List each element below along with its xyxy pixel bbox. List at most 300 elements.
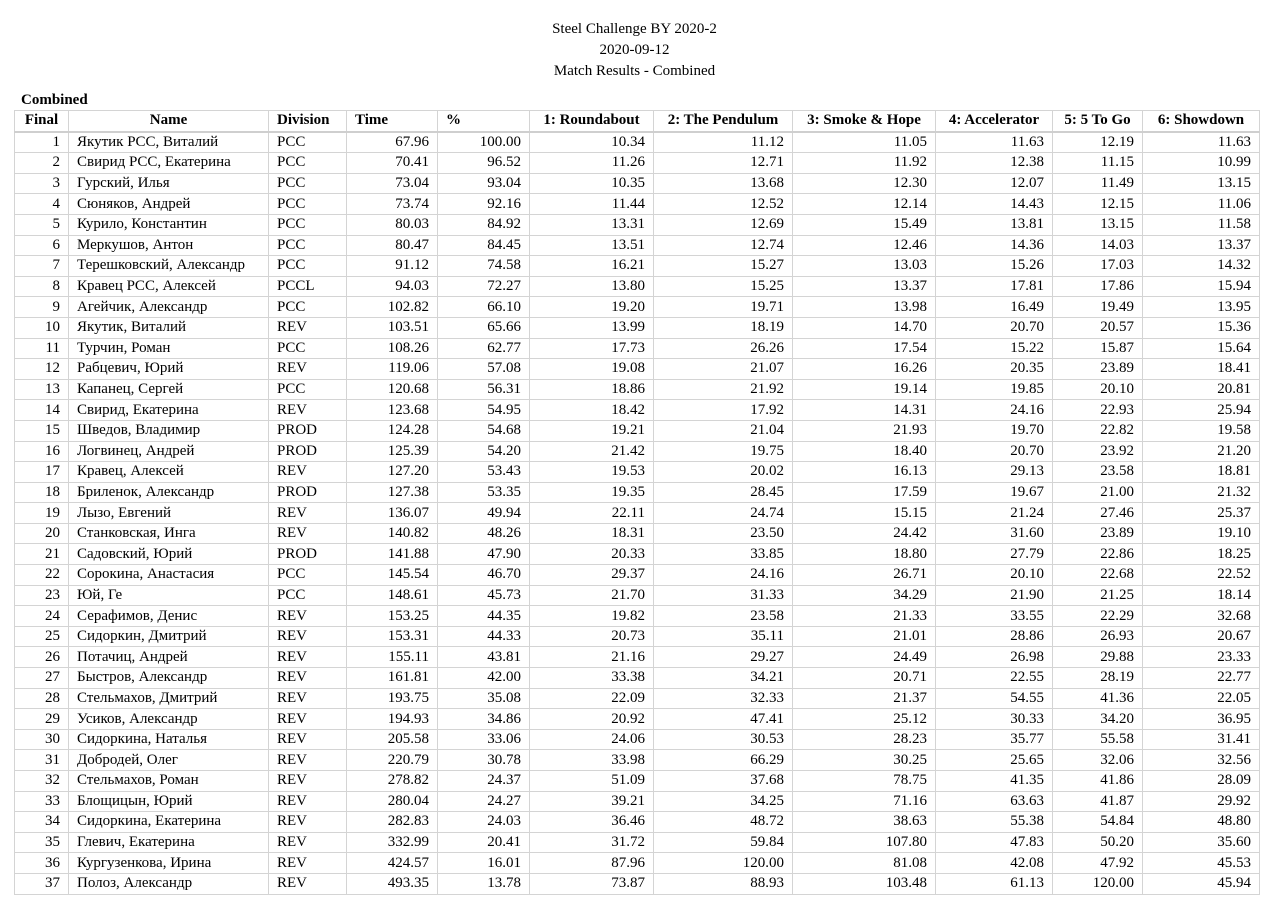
- table-row: [15, 420, 1260, 441]
- stage-3-cell: 24.49: [793, 647, 936, 668]
- stage-1-cell: 29.37: [530, 565, 654, 586]
- percent-cell: 46.70: [438, 565, 530, 586]
- stage-4-cell: 24.16: [936, 400, 1053, 421]
- time-cell: 108.26: [347, 338, 438, 359]
- time-cell: 161.81: [347, 668, 438, 689]
- stage-5-cell: 23.92: [1053, 441, 1143, 462]
- stage-5-cell: 21.00: [1053, 482, 1143, 503]
- name-cell: Полоз, Александр: [69, 873, 269, 894]
- percent-cell: 16.01: [438, 853, 530, 874]
- column-header-percent[interactable]: %: [438, 111, 530, 132]
- name-cell: Терешковский, Александр: [69, 256, 269, 277]
- stage-6-cell: 18.25: [1143, 544, 1260, 565]
- time-cell: 73.74: [347, 194, 438, 215]
- stage-2-cell: 23.50: [654, 523, 793, 544]
- table-row: [15, 462, 1260, 483]
- stage-6-cell: 18.41: [1143, 359, 1260, 380]
- column-header-stage-1[interactable]: 1: Roundabout: [530, 111, 654, 132]
- division-cell: PCC: [269, 338, 347, 359]
- stage-6-cell: 11.06: [1143, 194, 1260, 215]
- stage-1-cell: 19.08: [530, 359, 654, 380]
- name-cell: Свирид PCC, Екатерина: [69, 153, 269, 174]
- stage-3-cell: 19.14: [793, 379, 936, 400]
- stage-2-cell: 88.93: [654, 873, 793, 894]
- stage-6-cell: 11.63: [1143, 132, 1260, 153]
- match-date: 2020-09-12: [599, 42, 670, 58]
- stage-3-cell: 28.23: [793, 729, 936, 750]
- stage-6-cell: 21.32: [1143, 482, 1260, 503]
- stage-6-cell: 22.77: [1143, 668, 1260, 689]
- percent-cell: 44.35: [438, 606, 530, 627]
- stage-3-cell: 18.80: [793, 544, 936, 565]
- stage-5-cell: 32.06: [1053, 750, 1143, 771]
- stage-3-cell: 12.30: [793, 173, 936, 194]
- stage-1-cell: 22.09: [530, 688, 654, 709]
- stage-1-cell: 10.34: [530, 132, 654, 153]
- stage-2-cell: 19.71: [654, 297, 793, 318]
- percent-cell: 96.52: [438, 153, 530, 174]
- stage-2-cell: 29.27: [654, 647, 793, 668]
- column-header-stage-6[interactable]: 6: Showdown: [1143, 111, 1260, 132]
- stage-5-cell: 22.29: [1053, 606, 1143, 627]
- stage-3-cell: 34.29: [793, 585, 936, 606]
- final-place-cell: 16: [15, 441, 69, 462]
- final-place-cell: 25: [15, 626, 69, 647]
- stage-1-cell: 19.21: [530, 420, 654, 441]
- table-row: [15, 482, 1260, 503]
- stage-4-cell: 29.13: [936, 462, 1053, 483]
- stage-1-cell: 21.42: [530, 441, 654, 462]
- stage-4-cell: 54.55: [936, 688, 1053, 709]
- time-cell: 67.96: [347, 132, 438, 153]
- division-cell: PROD: [269, 482, 347, 503]
- stage-3-cell: 107.80: [793, 832, 936, 853]
- division-cell: PCC: [269, 153, 347, 174]
- stage-1-cell: 20.33: [530, 544, 654, 565]
- stage-5-cell: 17.03: [1053, 256, 1143, 277]
- stage-1-cell: 13.80: [530, 276, 654, 297]
- stage-5-cell: 41.86: [1053, 771, 1143, 792]
- stage-6-cell: 45.53: [1143, 853, 1260, 874]
- stage-2-cell: 35.11: [654, 626, 793, 647]
- column-header-name[interactable]: Name: [69, 111, 269, 132]
- time-cell: 205.58: [347, 729, 438, 750]
- time-cell: 153.31: [347, 626, 438, 647]
- stage-6-cell: 32.56: [1143, 750, 1260, 771]
- stage-6-cell: 35.60: [1143, 832, 1260, 853]
- stage-6-cell: 32.68: [1143, 606, 1260, 627]
- stage-3-cell: 21.37: [793, 688, 936, 709]
- division-cell: REV: [269, 750, 347, 771]
- stage-6-cell: 11.58: [1143, 214, 1260, 235]
- stage-4-cell: 31.60: [936, 523, 1053, 544]
- stage-3-cell: 25.12: [793, 709, 936, 730]
- stage-5-cell: 23.58: [1053, 462, 1143, 483]
- stage-6-cell: 20.67: [1143, 626, 1260, 647]
- stage-4-cell: 25.65: [936, 750, 1053, 771]
- stage-3-cell: 11.05: [793, 132, 936, 153]
- header-row: [15, 111, 1260, 132]
- stage-3-cell: 11.92: [793, 153, 936, 174]
- stage-4-cell: 15.26: [936, 256, 1053, 277]
- stage-4-cell: 21.90: [936, 585, 1053, 606]
- stage-4-cell: 63.63: [936, 791, 1053, 812]
- stage-2-cell: 15.25: [654, 276, 793, 297]
- results-table: [14, 110, 1260, 895]
- stage-1-cell: 18.42: [530, 400, 654, 421]
- name-cell: Агейчик, Александр: [69, 297, 269, 318]
- time-cell: 220.79: [347, 750, 438, 771]
- stage-1-cell: 21.16: [530, 647, 654, 668]
- final-place-cell: 23: [15, 585, 69, 606]
- stage-4-cell: 41.35: [936, 771, 1053, 792]
- name-cell: Блощицын, Юрий: [69, 791, 269, 812]
- time-cell: 153.25: [347, 606, 438, 627]
- division-cell: PCC: [269, 565, 347, 586]
- name-cell: Сидоркин, Дмитрий: [69, 626, 269, 647]
- stage-3-cell: 17.54: [793, 338, 936, 359]
- percent-cell: 93.04: [438, 173, 530, 194]
- name-cell: Логвинец, Андрей: [69, 441, 269, 462]
- name-cell: Меркушов, Антон: [69, 235, 269, 256]
- stage-3-cell: 81.08: [793, 853, 936, 874]
- time-cell: 136.07: [347, 503, 438, 524]
- time-cell: 145.54: [347, 565, 438, 586]
- division-cell: PROD: [269, 420, 347, 441]
- division-cell: REV: [269, 791, 347, 812]
- stage-5-cell: 15.87: [1053, 338, 1143, 359]
- final-place-cell: 32: [15, 771, 69, 792]
- stage-4-cell: 20.70: [936, 441, 1053, 462]
- name-cell: Быстров, Александр: [69, 668, 269, 689]
- percent-cell: 35.08: [438, 688, 530, 709]
- stage-4-cell: 30.33: [936, 709, 1053, 730]
- percent-cell: 34.86: [438, 709, 530, 730]
- final-place-cell: 1: [15, 132, 69, 153]
- stage-6-cell: 20.81: [1143, 379, 1260, 400]
- final-place-cell: 8: [15, 276, 69, 297]
- division-cell: PROD: [269, 544, 347, 565]
- time-cell: 155.11: [347, 647, 438, 668]
- stage-2-cell: 34.21: [654, 668, 793, 689]
- final-place-cell: 31: [15, 750, 69, 771]
- percent-cell: 20.41: [438, 832, 530, 853]
- table-row: [15, 544, 1260, 565]
- stage-6-cell: 48.80: [1143, 812, 1260, 833]
- stage-4-cell: 26.98: [936, 647, 1053, 668]
- time-cell: 103.51: [347, 317, 438, 338]
- stage-5-cell: 29.88: [1053, 647, 1143, 668]
- column-header-time[interactable]: Time: [347, 111, 438, 132]
- stage-2-cell: 37.68: [654, 771, 793, 792]
- time-cell: 80.03: [347, 214, 438, 235]
- time-cell: 493.35: [347, 873, 438, 894]
- stage-4-cell: 20.35: [936, 359, 1053, 380]
- table-row: [15, 729, 1260, 750]
- name-cell: Усиков, Александр: [69, 709, 269, 730]
- stage-3-cell: 38.63: [793, 812, 936, 833]
- match-title: Steel Challenge BY 2020-2: [552, 21, 717, 37]
- stage-6-cell: 10.99: [1143, 153, 1260, 174]
- stage-4-cell: 14.36: [936, 235, 1053, 256]
- division-cell: PCC: [269, 256, 347, 277]
- stage-5-cell: 55.58: [1053, 729, 1143, 750]
- time-cell: 194.93: [347, 709, 438, 730]
- final-place-cell: 11: [15, 338, 69, 359]
- stage-1-cell: 19.20: [530, 297, 654, 318]
- stage-1-cell: 21.70: [530, 585, 654, 606]
- stage-1-cell: 10.35: [530, 173, 654, 194]
- time-cell: 73.04: [347, 173, 438, 194]
- final-place-cell: 14: [15, 400, 69, 421]
- final-place-cell: 17: [15, 462, 69, 483]
- stage-6-cell: 45.94: [1143, 873, 1260, 894]
- stage-6-cell: 25.37: [1143, 503, 1260, 524]
- division-cell: REV: [269, 668, 347, 689]
- stage-3-cell: 14.70: [793, 317, 936, 338]
- table-row: [15, 523, 1260, 544]
- table-row: [15, 338, 1260, 359]
- name-cell: Рабцевич, Юрий: [69, 359, 269, 380]
- stage-2-cell: 28.45: [654, 482, 793, 503]
- stage-4-cell: 17.81: [936, 276, 1053, 297]
- table-row: [15, 400, 1260, 421]
- stage-4-cell: 13.81: [936, 214, 1053, 235]
- division-cell: REV: [269, 647, 347, 668]
- report-header: [0, 0, 1269, 82]
- name-cell: Кургузенкова, Ирина: [69, 853, 269, 874]
- final-place-cell: 13: [15, 379, 69, 400]
- final-place-cell: 4: [15, 194, 69, 215]
- percent-cell: 84.92: [438, 214, 530, 235]
- stage-5-cell: 120.00: [1053, 873, 1143, 894]
- stage-4-cell: 22.55: [936, 668, 1053, 689]
- stage-1-cell: 36.46: [530, 812, 654, 833]
- stage-2-cell: 12.52: [654, 194, 793, 215]
- final-place-cell: 36: [15, 853, 69, 874]
- stage-2-cell: 33.85: [654, 544, 793, 565]
- stage-2-cell: 23.58: [654, 606, 793, 627]
- percent-cell: 24.27: [438, 791, 530, 812]
- name-cell: Кравец, Алексей: [69, 462, 269, 483]
- table-row: [15, 647, 1260, 668]
- division-cell: REV: [269, 400, 347, 421]
- stage-3-cell: 16.26: [793, 359, 936, 380]
- division-cell: PCC: [269, 173, 347, 194]
- stage-3-cell: 78.75: [793, 771, 936, 792]
- table-row: [15, 359, 1260, 380]
- division-cell: PCC: [269, 379, 347, 400]
- stage-1-cell: 17.73: [530, 338, 654, 359]
- column-header-stage-5[interactable]: 5: 5 To Go: [1053, 111, 1143, 132]
- percent-cell: 45.73: [438, 585, 530, 606]
- division-cell: REV: [269, 688, 347, 709]
- name-cell: Стельмахов, Дмитрий: [69, 688, 269, 709]
- final-place-cell: 24: [15, 606, 69, 627]
- stage-4-cell: 16.49: [936, 297, 1053, 318]
- stage-6-cell: 36.95: [1143, 709, 1260, 730]
- table-row: [15, 853, 1260, 874]
- final-place-cell: 6: [15, 235, 69, 256]
- stage-1-cell: 18.86: [530, 379, 654, 400]
- final-place-cell: 15: [15, 420, 69, 441]
- stage-2-cell: 30.53: [654, 729, 793, 750]
- stage-6-cell: 13.95: [1143, 297, 1260, 318]
- stage-4-cell: 55.38: [936, 812, 1053, 833]
- stage-3-cell: 16.13: [793, 462, 936, 483]
- column-header-stage-3[interactable]: 3: Smoke & Hope: [793, 111, 936, 132]
- stage-2-cell: 12.69: [654, 214, 793, 235]
- stage-4-cell: 14.43: [936, 194, 1053, 215]
- stage-5-cell: 23.89: [1053, 359, 1143, 380]
- table-row: [15, 441, 1260, 462]
- final-place-cell: 2: [15, 153, 69, 174]
- final-place-cell: 18: [15, 482, 69, 503]
- time-cell: 80.47: [347, 235, 438, 256]
- table-row: [15, 235, 1260, 256]
- final-place-cell: 35: [15, 832, 69, 853]
- stage-3-cell: 26.71: [793, 565, 936, 586]
- division-cell: REV: [269, 832, 347, 853]
- stage-1-cell: 11.44: [530, 194, 654, 215]
- stage-4-cell: 20.70: [936, 317, 1053, 338]
- percent-cell: 43.81: [438, 647, 530, 668]
- time-cell: 123.68: [347, 400, 438, 421]
- time-cell: 332.99: [347, 832, 438, 853]
- stage-6-cell: 14.32: [1143, 256, 1260, 277]
- column-header-stage-2[interactable]: 2: The Pendulum: [654, 111, 793, 132]
- stage-2-cell: 24.74: [654, 503, 793, 524]
- division-cell: PCC: [269, 235, 347, 256]
- time-cell: 91.12: [347, 256, 438, 277]
- percent-cell: 53.43: [438, 462, 530, 483]
- final-place-cell: 9: [15, 297, 69, 318]
- stage-2-cell: 21.07: [654, 359, 793, 380]
- stage-1-cell: 16.21: [530, 256, 654, 277]
- percent-cell: 24.37: [438, 771, 530, 792]
- name-cell: Шведов, Владимир: [69, 420, 269, 441]
- table-row: [15, 688, 1260, 709]
- division-cell: REV: [269, 626, 347, 647]
- stage-5-cell: 50.20: [1053, 832, 1143, 853]
- stage-2-cell: 59.84: [654, 832, 793, 853]
- stage-4-cell: 21.24: [936, 503, 1053, 524]
- stage-5-cell: 22.82: [1053, 420, 1143, 441]
- division-cell: PCCL: [269, 276, 347, 297]
- stage-3-cell: 71.16: [793, 791, 936, 812]
- stage-3-cell: 18.40: [793, 441, 936, 462]
- final-place-cell: 27: [15, 668, 69, 689]
- name-cell: Турчин, Роман: [69, 338, 269, 359]
- percent-cell: 62.77: [438, 338, 530, 359]
- stage-5-cell: 41.36: [1053, 688, 1143, 709]
- stage-2-cell: 11.12: [654, 132, 793, 153]
- stage-1-cell: 22.11: [530, 503, 654, 524]
- stage-2-cell: 24.16: [654, 565, 793, 586]
- stage-1-cell: 19.35: [530, 482, 654, 503]
- stage-4-cell: 19.70: [936, 420, 1053, 441]
- stage-3-cell: 13.98: [793, 297, 936, 318]
- name-cell: Бриленок, Александр: [69, 482, 269, 503]
- division-cell: REV: [269, 771, 347, 792]
- stage-4-cell: 28.86: [936, 626, 1053, 647]
- stage-2-cell: 12.71: [654, 153, 793, 174]
- division-cell: REV: [269, 462, 347, 483]
- table-row: [15, 317, 1260, 338]
- time-cell: 193.75: [347, 688, 438, 709]
- stage-3-cell: 21.33: [793, 606, 936, 627]
- stage-5-cell: 47.92: [1053, 853, 1143, 874]
- table-caption: Combined: [21, 92, 88, 108]
- division-cell: REV: [269, 606, 347, 627]
- stage-6-cell: 21.20: [1143, 441, 1260, 462]
- stage-3-cell: 15.15: [793, 503, 936, 524]
- stage-1-cell: 51.09: [530, 771, 654, 792]
- time-cell: 125.39: [347, 441, 438, 462]
- final-place-cell: 28: [15, 688, 69, 709]
- stage-5-cell: 12.19: [1053, 132, 1143, 153]
- stage-6-cell: 28.09: [1143, 771, 1260, 792]
- division-cell: PCC: [269, 214, 347, 235]
- stage-6-cell: 18.81: [1143, 462, 1260, 483]
- stage-3-cell: 13.37: [793, 276, 936, 297]
- name-cell: Лызо, Евгений: [69, 503, 269, 524]
- division-cell: REV: [269, 729, 347, 750]
- name-cell: Стельмахов, Роман: [69, 771, 269, 792]
- stage-5-cell: 21.25: [1053, 585, 1143, 606]
- final-place-cell: 33: [15, 791, 69, 812]
- stage-4-cell: 27.79: [936, 544, 1053, 565]
- percent-cell: 24.03: [438, 812, 530, 833]
- division-cell: REV: [269, 853, 347, 874]
- name-cell: Глевич, Екатерина: [69, 832, 269, 853]
- column-header-stage-4[interactable]: 4: Accelerator: [936, 111, 1053, 132]
- column-header-division[interactable]: Division: [269, 111, 347, 132]
- division-cell: REV: [269, 503, 347, 524]
- stage-4-cell: 19.67: [936, 482, 1053, 503]
- stage-2-cell: 18.19: [654, 317, 793, 338]
- table-row: [15, 153, 1260, 174]
- stage-6-cell: 13.37: [1143, 235, 1260, 256]
- final-place-cell: 7: [15, 256, 69, 277]
- stage-5-cell: 13.15: [1053, 214, 1143, 235]
- stage-5-cell: 34.20: [1053, 709, 1143, 730]
- name-cell: Гурский, Илья: [69, 173, 269, 194]
- table-row: [15, 132, 1260, 153]
- percent-cell: 33.06: [438, 729, 530, 750]
- percent-cell: 56.31: [438, 379, 530, 400]
- name-cell: Свирид, Екатерина: [69, 400, 269, 421]
- stage-1-cell: 31.72: [530, 832, 654, 853]
- stage-5-cell: 26.93: [1053, 626, 1143, 647]
- stage-5-cell: 20.10: [1053, 379, 1143, 400]
- stage-2-cell: 19.75: [654, 441, 793, 462]
- stage-5-cell: 22.68: [1053, 565, 1143, 586]
- percent-cell: 48.26: [438, 523, 530, 544]
- name-cell: Курило, Константин: [69, 214, 269, 235]
- time-cell: 278.82: [347, 771, 438, 792]
- stage-6-cell: 31.41: [1143, 729, 1260, 750]
- stage-4-cell: 35.77: [936, 729, 1053, 750]
- stage-4-cell: 12.38: [936, 153, 1053, 174]
- stage-2-cell: 20.02: [654, 462, 793, 483]
- stage-2-cell: 21.04: [654, 420, 793, 441]
- stage-6-cell: 18.14: [1143, 585, 1260, 606]
- division-cell: REV: [269, 709, 347, 730]
- percent-cell: 74.58: [438, 256, 530, 277]
- column-header-final[interactable]: Final: [15, 111, 69, 132]
- division-cell: REV: [269, 873, 347, 894]
